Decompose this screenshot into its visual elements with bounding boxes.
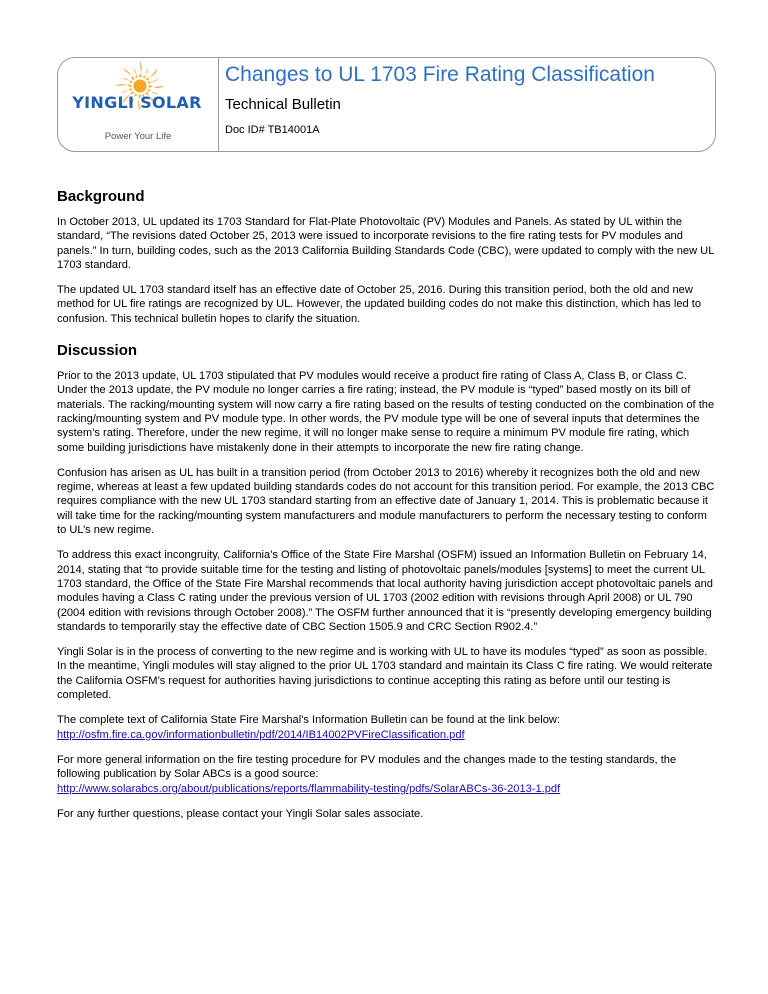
background-paragraph-1: In October 2013, UL updated its 1703 Standard for Flat-Plate Photovoltaic (PV) Modules and Panels. As stated by UL within the standard, “The revisions dated October 25, 2013 were issued to incorporate revisions to the fire rating tests for PV modules and panels.” In turn, building codes, such as the 2013 California Building Standards Code (CBC), were updated to comply with the new UL 1703 standard. xyxy=(57,216,714,271)
page-title: Changes to UL 1703 Fire Rating Classification xyxy=(225,63,655,86)
discussion-paragraph-4: Yingli Solar is in the process of converting to the new regime and is working with UL to have its modules “typed” as soon as possible. In the meantime, Yingli modules will stay aligned to the prior UL 1703 standard and maintain its Class C fire rating. We would reiterate the California OSFM’s request for authorities having jurisdictions to continue accepting this rating as before until our testing is completed. xyxy=(57,646,713,702)
discussion-paragraph-1: Prior to the 2013 update, UL 1703 stipulated that PV modules would receive a product fire rating of Class A, Class B, or Class C. Under the 2013 update, the PV module no longer carries a fire rating; instead, the PV module is “typed” based mostly on its bill of materials. The racking/mounting system will now carry a fire rating based on the results of testing conducted on the combination of the racking/mounting system and PV module type. In other words, the PV module type will be one of several inputs that determines the system’s rating. Therefore, under the new regime, it will no longer make sense to require a minimum PV module fire rating, which some building jurisdictions have mistakenly done in their attempts to incorporate the new fire rating change. xyxy=(57,370,715,454)
sun-ray xyxy=(148,78,159,84)
discussion-paragraph-2: Confusion has arisen as UL has built in a transition period (from October 2013 to 2016) whereby it recognizes both the old and new regime, whereas at least a few updated building standards codes do not account for this transition period. For example, the 2013 CBC requires compliance with the new UL 1703 standard starting from an effective date of January 1, 2014. This is problematic because it will take time for the racking/mounting system manufacturers and module manufacturers to perform the necessary testing to conform to UL’s new regime. xyxy=(57,466,715,537)
yingli-logo xyxy=(58,58,218,151)
sun-ray xyxy=(132,68,138,79)
logo-wordmark: YINGLI SOLAR xyxy=(72,93,202,112)
document-body xyxy=(57,188,717,832)
sun-ray xyxy=(139,61,142,77)
sun-ray xyxy=(122,78,133,84)
background-paragraph-2: The updated UL 1703 standard itself has an effective date of October 25, 2016. During this transition period, both the old and new method for UL fire ratings are recognized by UL. However, the updated building codes do not make this distinction, which has led to confusion. This technical bulletin hopes to clarify the situation. xyxy=(57,284,702,325)
background-heading: Background xyxy=(57,188,145,205)
discussion-paragraph-6: For more general information on the fire testing procedure for PV modules and the changes made to the testing standards, the following publication by Solar ABCs is a good source: xyxy=(57,753,677,781)
discussion-paragraph-3: To address this exact incongruity, California’s Office of the State Fire Marshal (OSFM) issued an Information Bulletin on February 14, 2014, stating that “to provide suitable time for the testing and listing of photovoltaic panels/modules [systems] to meet the current UL 1703 standard, the Office of the State Fire Marshal recommends that local authority having jurisdiction accept photovoltaic panels and modules having a Class C rating under the previous version of UL 1703 (2002 edition with revisions through April 2008) or UL 790 (2004 edition with revisions through October 2008).” The OSFM further announced that it is “presently developing emergency building standards to temporarily stay the effective date of CBC Section 1505.9 and CRC Section R902.4.” xyxy=(57,549,713,633)
sun-ray xyxy=(115,84,131,87)
solarabcs-report-link[interactable]: http://www.solarabcs.org/about/publications/reports/flammability-testing/pdfs/SolarABCs-36-2013-1.pdf xyxy=(57,782,561,795)
discussion-paragraph-7: For any further questions, please contact your Yingli Solar sales associate. xyxy=(57,807,424,820)
sun-ray xyxy=(142,68,148,79)
discussion-paragraph-5: The complete text of California State Fire Marshal’s Information Bulletin can be found at the link below: xyxy=(57,714,560,727)
sun-ray xyxy=(149,85,165,88)
osfm-bulletin-link[interactable]: http://osfm.fire.ca.gov/informationbulletin/pdf/2014/IB14002PVFireClassification.pdf xyxy=(57,728,465,741)
logo-tagline: Power Your Life xyxy=(104,131,172,142)
header-divider xyxy=(218,57,219,152)
discussion-heading: Discussion xyxy=(57,342,138,360)
doc-id: Doc ID# TB14001A xyxy=(225,124,320,136)
page-subtitle: Technical Bulletin xyxy=(225,96,341,113)
